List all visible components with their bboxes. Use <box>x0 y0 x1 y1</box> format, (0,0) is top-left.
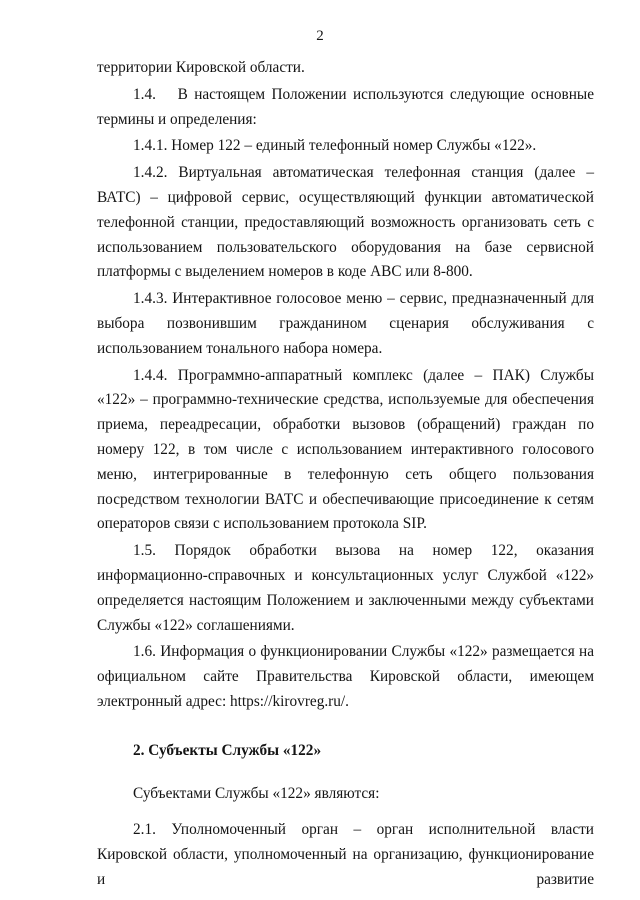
document-body <box>97 56 594 893</box>
section-heading-2: 2. Субъекты Службы «122» <box>133 741 322 759</box>
paragraph-1-6: 1.6. Информация о функционировании Службы «122» размещается на официальном сайте Правительства Кировской области, имеющем электронный адрес: https://kirovreg.ru/. <box>97 643 594 710</box>
paragraph-2-1: 2.1. Уполномоченный орган – орган исполнительной власти Кировской области, уполномоченный на организацию, функционирование и развитие <box>97 821 594 888</box>
paragraph-1-4-3: 1.4.3. Интерактивное голосовое меню – сервис, предназначенный для выбора позвонившим гражданином сценария обслуживания с использованием тонального набора номера. <box>97 290 594 357</box>
paragraph-continuation: территории Кировской области. <box>97 59 305 76</box>
paragraph-1-4: 1.4. В настоящем Положении используются следующие основные термины и определения: <box>97 85 594 128</box>
paragraph-1-5: 1.5. Порядок обработки вызова на номер 122, оказания информационно-справочных и консультационных услуг Службой «122» определяется настоящим Положением и заключенными между субъектами Службы «122» соглашениями. <box>97 542 594 634</box>
paragraph-1-4-1: 1.4.1. Номер 122 – единый телефонный номер Службы «122». <box>133 137 537 155</box>
page-number: 2 <box>316 28 324 44</box>
paragraph-1-4-4: 1.4.4. Программно-аппаратный комплекс (далее – ПАК) Службы «122» – программно-технические средства, используемые для обеспечения приема, переадресации, обработки вызовов (обращений) граждан по номеру 122, в том числе с использованием интерактивного голосового меню, интегрированные в телефонную сеть общего пользования посредством технологии ВАТС и обеспечивающие присоединение к сетям операторов связи с использованием протокола SIP. <box>97 366 594 533</box>
paragraph-subjects-intro: Субъектами Службы «122» являются: <box>133 784 380 802</box>
paragraph-1-4-2: 1.4.2. Виртуальная автоматическая телефонная станция (далее – ВАТС) – цифровой сервис, осуществляющий функции автоматической телефонной станции, предоставляющий возможность организовать сеть с использованием пользовательского оборудования на базе сервисной платформы с выделением номеров в коде АВС или 8-800. <box>97 164 594 281</box>
